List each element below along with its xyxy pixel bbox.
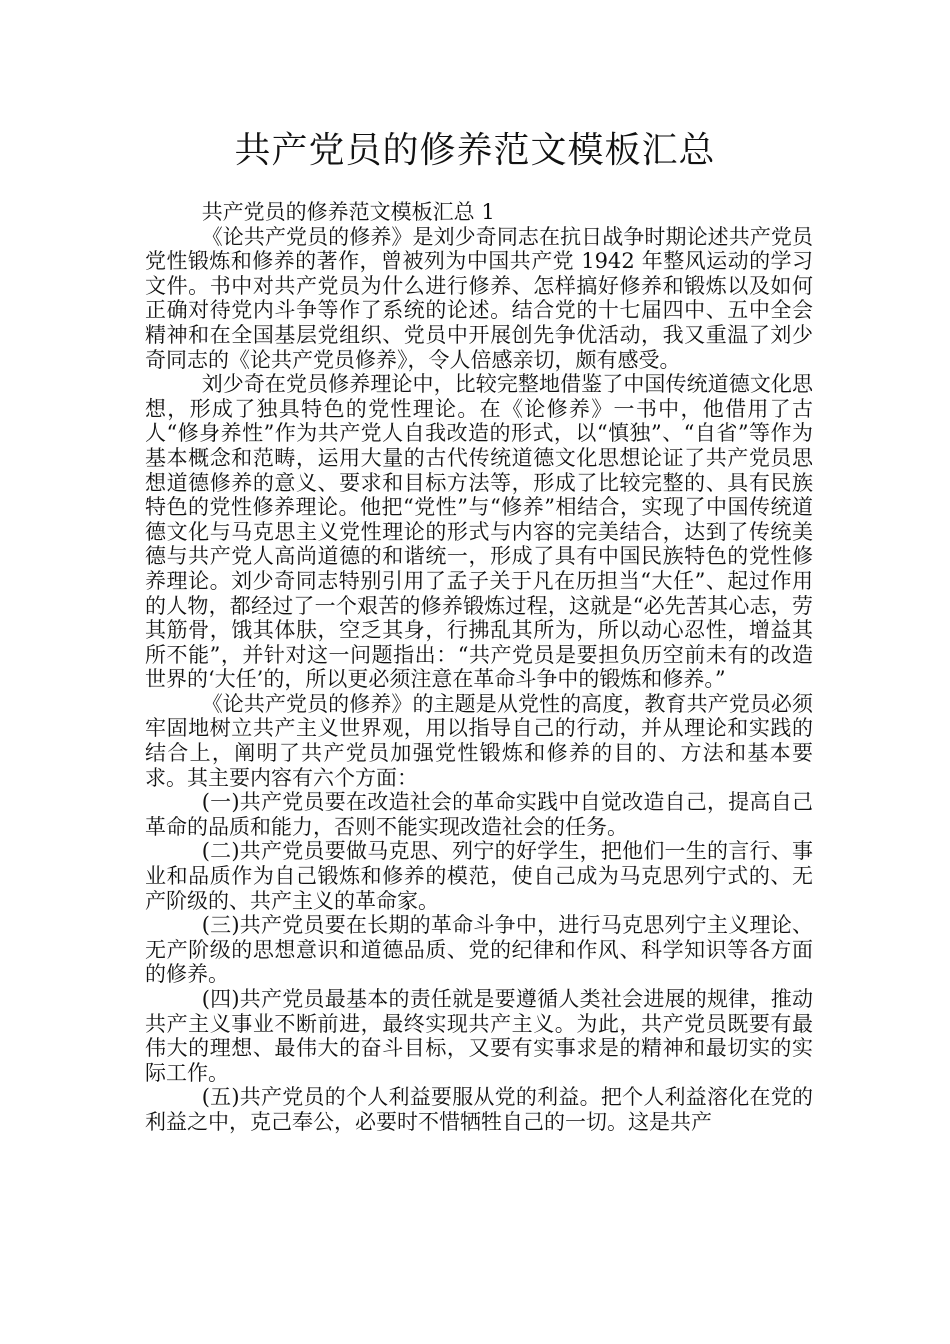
- paragraph-theme: 《论共产党员的修养》的主题是从党性的高度，教育共产党员必须牢固地树立共产主义世界观，用以指导自己的行动，并从理论和实践的结合上，阐明了共产党员加强党性锻炼和修养的目的、方法和基本要求。其主要内容有六个方面：: [145, 691, 813, 790]
- list-item-2: (二)共产党员要做马克思、列宁的好学生，把他们一生的言行、事业和品质作为自己锻炼和修养的模范，使自己成为马克思列宁式的、无产阶级的、共产主义的革命家。: [145, 839, 813, 913]
- list-item-3: (三)共产党员要在长期的革命斗争中，进行马克思列宁主义理论、无产阶级的思想意识和道德品质、党的纪律和作风、科学知识等各方面的修养。: [145, 913, 813, 987]
- paragraph-intro: 《论共产党员的修养》是刘少奇同志在抗日战争时期论述共产党员党性锻炼和修养的著作，曾被列为中国共产党 1942 年整风运动的学习文件。书中对共产党员为什么进行修养、怎样搞好修养和锻炼以及如何正确对待党内斗争等作了系统的论述。结合党的十七届四中、五中全会精神和在全国基层党组织、党员中开展创先争优活动，我又重温了刘少奇同志的《论共产党员修养》，令人倍感亲切，颇有感受。: [145, 224, 813, 372]
- document-body: [145, 200, 813, 1135]
- document-title: 共产党员的修养范文模板汇总: [234, 130, 716, 171]
- list-item-5: (五)共产党员的个人利益要服从党的利益。把个人利益溶化在党的利益之中，克己奉公，必要时不惜牺牲自己的一切。这是共产: [145, 1085, 813, 1134]
- section-heading: 共产党员的修养范文模板汇总 1: [201, 200, 495, 224]
- list-item-4: (四)共产党员最基本的责任就是要遵循人类社会进展的规律，推动共产主义事业不断前进，最终实现共产主义。为此，共产党员既要有最伟大的理想、最伟大的奋斗目标，又要有实事求是的精神和最切实的实际工作。: [145, 987, 813, 1085]
- list-item-1: (一)共产党员要在改造社会的革命实践中自觉改造自己，提高自己革命的品质和能力，否则不能实现改造社会的任务。: [145, 790, 813, 839]
- paragraph-theory: 刘少奇在党员修养理论中，比较完整地借鉴了中国传统道德文化思想，形成了独具特色的党性理论。在《论修养》一书中，他借用了古人“修身养性”作为共产党人自我改造的形式，以“慎独”、“自省”等作为基本概念和范畴，运用大量的古代传统道德文化思想论证了共产党员思想道德修养的意义、要求和目标方法等，形成了比较完整的、具有民族特色的党性修养理论。他把“党性”与“修养”相结合，实现了中国传统道德文化与马克思主义党性理论的形式与内容的完美结合，达到了传统美德与共产党人高尚道德的和谐统一，形成了具有中国民族特色的党性修养理论。刘少奇同志特别引用了孟子关于凡在历担当“大任”、起过作用的人物，都经过了一个艰苦的修养锻炼过程，这就是“必先苦其心志，劳其筋骨，饿其体肤，空乏其身，行拂乱其所为，所以动心忍性，增益其所不能”，并针对这一问题指出：“共产党员是要担负历空前未有的改造世界的‘大任’的，所以更必须注意在革命斗争中的锻炼和修养。”: [145, 372, 813, 692]
